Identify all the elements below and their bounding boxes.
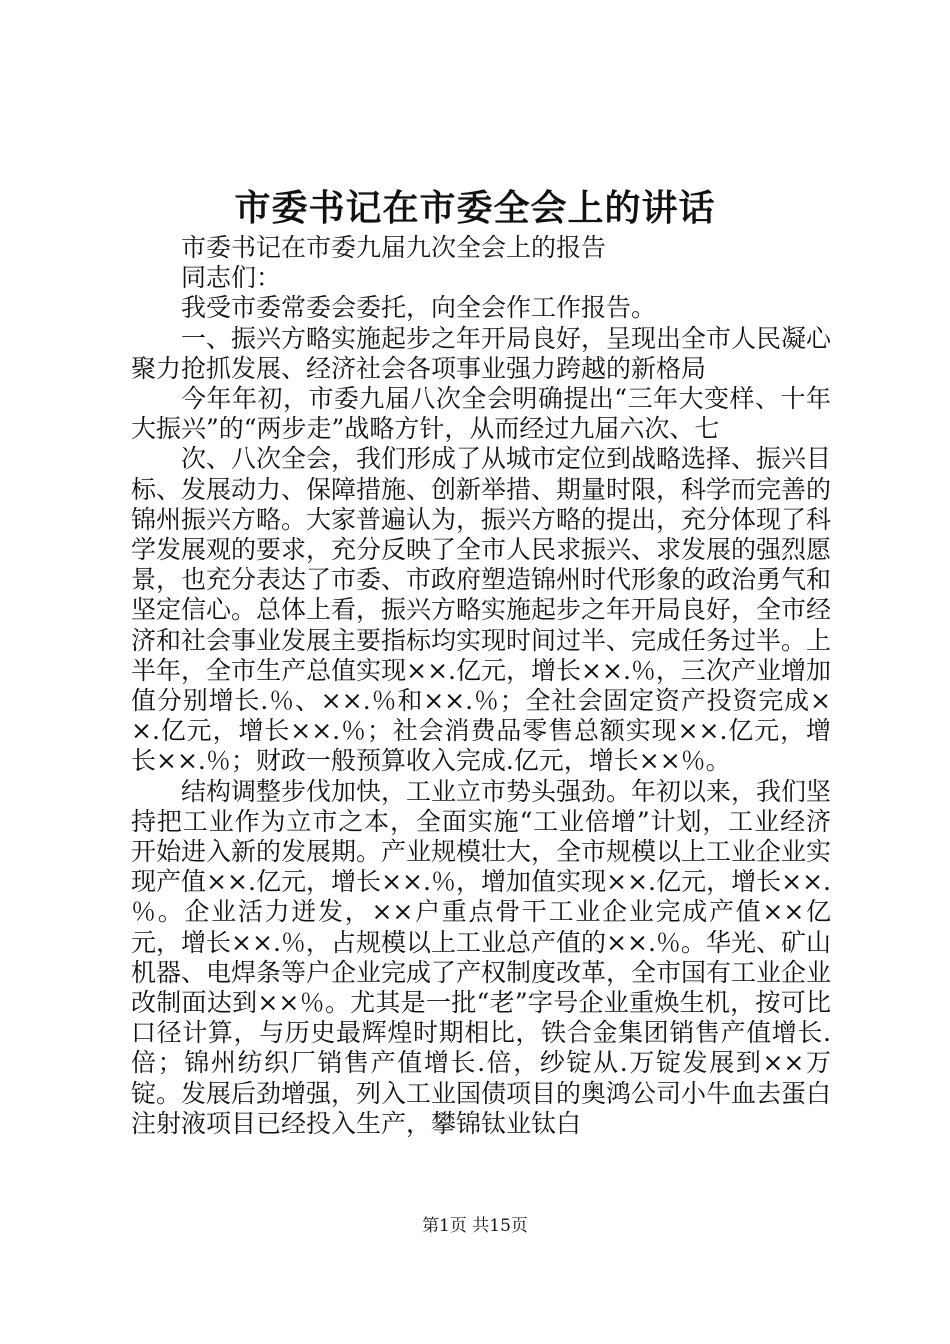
paragraph-intro: 我受市委常委会委托，向全会作工作报告。: [181, 293, 657, 323]
paragraph-industry: 结构调整步伐加快，工业立市势头强劲。年初以来，我们坚持把工业作为立市之本，全面实施“工业倍增”计划，工业经济开始进入新的发展期。产业规模壮大，全市规模以上工业企业实现产值××.亿元，增长××.％，增加值实现××.亿元，增长××.％。企业活力迸发，××户重点骨干工业企业完成产值××亿元，增长××.％，占规模以上工业总产值的××.％。华光、矿山机器、电焊条等户企业完成了产权制度改革，全市国有工业企业改制面达到××％。尤其是一批“老”字号企业重焕生机，按可比口径计算，与历史最辉煌时期相比，铁合金集团销售产值增长.倍；锦州纺织厂销售产值增长.倍，纱锭从.万锭发展到××万锭。发展后劲增强，列入工业国债项目的奥鸿公司小牛血去蛋白注射液项目已经投入生产，攀锦钛业钛白: [131, 776, 832, 1138]
document-body: [131, 233, 831, 1139]
page-number-footer: 第1页 共15页: [422, 1216, 528, 1236]
paragraph-greeting: 同志们：: [181, 263, 282, 293]
paragraph-section-heading: 一、振兴方略实施起步之年开局良好，呈现出全市人民凝心聚力抢抓发展、经济社会各项事业强力跨越的新格局: [131, 323, 832, 383]
paragraph-subtitle: 市委书记在市委九届九次全会上的报告: [181, 233, 607, 262]
paragraph-summary: 次、八次全会，我们形成了从城市定位到战略选择、振兴目标、发展动力、保障措施、创新举措、期量时限，科学而完善的锦州振兴方略。大家普遍认为，振兴方略的提出，充分体现了科学发展观的要求，充分反映了全市人民求振兴、求发展的强烈愿景，也充分表达了市委、市政府塑造锦州时代形象的政治勇气和坚定信心。总体上看，振兴方略实施起步之年开局良好，全市经济和社会事业发展主要指标均实现时间过半、完成任务过半。上半年，全市生产总值实现××.亿元，增长××.％，三次产业增加值分别增长.％、××.％和××.％；全社会固定资产投资完成××.亿元，增长××.％；社会消费品零售总额实现××.亿元，增长××.％；财政一般预算收入完成.亿元，增长××％。: [131, 444, 832, 776]
paragraph-strategy: 今年年初，市委九届八次全会明确提出“三年大变样、十年大振兴”的“两步走”战略方针，从而经过九届六次、七: [131, 384, 831, 444]
document-title: 市委书记在市委全会上的讲话: [234, 187, 716, 229]
